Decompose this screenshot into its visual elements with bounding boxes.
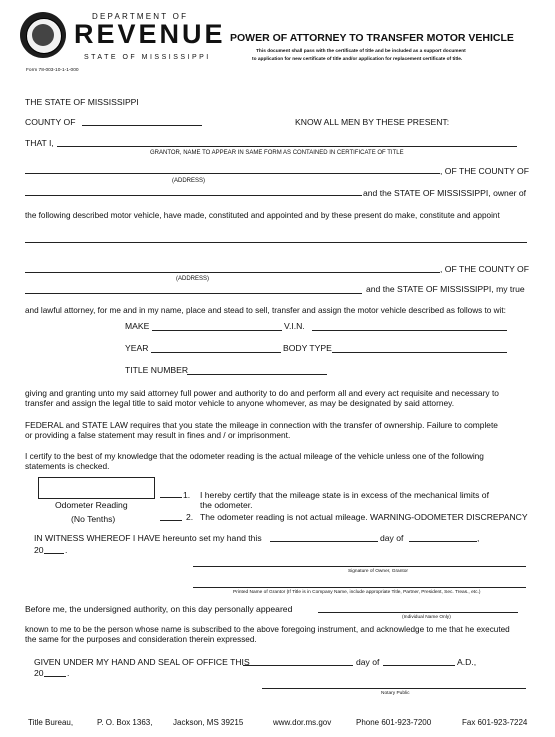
witness-period: . xyxy=(65,545,68,555)
given-month-field[interactable] xyxy=(383,665,455,666)
option2-checkbox-line[interactable] xyxy=(160,520,182,521)
odometer-reading-box[interactable] xyxy=(38,477,155,499)
footer-fax: Fax 601-923-7224 xyxy=(462,718,528,727)
footer-bureau: Title Bureau, xyxy=(28,718,74,727)
county-field-2[interactable] xyxy=(25,293,362,294)
owner-signature-caption: Signature of Owner, Grantor xyxy=(348,569,408,574)
odometer-label: Odometer Reading xyxy=(55,500,128,510)
know-all-text: KNOW ALL MEN BY THESE PRESENT: xyxy=(295,117,450,127)
attorney-name-field[interactable] xyxy=(25,242,527,243)
witness-text: IN WITNESS WHEREOF I HAVE hereunto set my hand this xyxy=(34,533,262,543)
vin-field[interactable] xyxy=(312,330,507,331)
grantor-caption: GRANTOR, NAME TO APPEAR IN SAME FORM AS CONTAINED IN CERTIFICATE OF TITLE xyxy=(150,150,404,156)
address-field-2[interactable] xyxy=(25,272,440,273)
known-text-2: the same for the purposes and consideration therein expressed. xyxy=(25,635,257,644)
given-text: GIVEN UNDER MY HAND AND SEAL OF OFFICE THIS xyxy=(34,657,250,667)
given-period: . xyxy=(67,668,70,678)
dept-of-text: DEPARTMENT OF xyxy=(92,12,189,21)
make-field[interactable] xyxy=(152,330,282,331)
make-label: MAKE xyxy=(125,321,150,331)
title-number-field[interactable] xyxy=(187,374,327,375)
given-year-field[interactable] xyxy=(44,676,66,677)
certify-text-2: statements is checked. xyxy=(25,461,110,471)
witness-year-field[interactable] xyxy=(44,553,64,554)
of-county-label-2: , OF THE COUNTY OF xyxy=(440,264,529,274)
option2-text: The odometer reading is not actual mileage. WARNING-ODOMETER DISCREPANCY xyxy=(200,512,528,522)
given-day-of: day of xyxy=(356,657,380,667)
county-field[interactable] xyxy=(82,125,202,126)
known-text-1: known to me to be the person whose name is subscribed to the above foregoing instrument, and acknowledge to me that he executed xyxy=(25,625,510,634)
state-of-ms-text: STATE OF MISSISSIPPI xyxy=(84,54,211,61)
lawful-attorney-text: and lawful attorney, for me and in my name, place and stead to sell, transfer and assign the motor vehicle described as follows to wit: xyxy=(25,306,506,315)
address-caption-1: (ADDRESS) xyxy=(172,178,206,184)
state-heading: THE STATE OF MISSISSIPPI xyxy=(25,97,139,107)
federal-text-2: or providing a false statement may result in fines and / or imprisonment. xyxy=(25,430,291,440)
option1-text-1: I hereby certify that the mileage state is in excess of the mechanical limits of xyxy=(200,490,489,500)
county-field-1[interactable] xyxy=(25,195,362,196)
mississippi-seal-logo xyxy=(20,12,66,58)
footer-po-box: P. O. Box 1363, xyxy=(97,718,153,727)
of-county-label-1: , OF THE COUNTY OF xyxy=(440,166,529,176)
revenue-logo-text: REVENUE xyxy=(74,19,226,49)
footer-city: Jackson, MS 39215 xyxy=(173,718,244,727)
printed-name-field[interactable] xyxy=(193,587,526,588)
and-state-true: and the STATE OF MISSISSIPPI, my true xyxy=(366,284,525,294)
footer-phone: Phone 601-923-7200 xyxy=(356,718,432,727)
witness-comma: , xyxy=(477,533,480,543)
individual-name-caption: (Individual Name Only) xyxy=(402,615,451,620)
given-ad: A.D., xyxy=(457,657,477,667)
certify-text-1: I certify to the best of my knowledge that the odometer reading is the actual mileage of the vehicle unless one of the following xyxy=(25,451,484,461)
header-note-1: This document shall pass with the certificate of title and be included as a support document xyxy=(256,49,466,54)
witness-20: 20 xyxy=(34,545,44,555)
option1-text-2: the odometer. xyxy=(200,500,253,510)
giving-text-2: transfer and assign the legal title to said motor vehicle to anyone whomever, as may be designated by said attorney. xyxy=(25,398,455,408)
notary-caption: Notary Public xyxy=(381,691,410,696)
individual-name-field[interactable] xyxy=(318,612,518,613)
that-i-label: THAT I, xyxy=(25,138,54,148)
page-title: POWER OF ATTORNEY TO TRANSFER MOTOR VEHICLE xyxy=(230,32,514,44)
year-label: YEAR xyxy=(125,343,149,353)
address-field-1[interactable] xyxy=(25,173,440,174)
given-20: 20 xyxy=(34,668,44,678)
no-tenths-label: (No Tenths) xyxy=(71,514,116,524)
option1-number: 1. xyxy=(183,490,191,500)
county-label: COUNTY OF xyxy=(25,117,76,127)
option2-number: 2. xyxy=(186,512,194,522)
before-me-text: Before me, the undersigned authority, on this day personally appeared xyxy=(25,604,293,614)
body-type-label: BODY TYPE xyxy=(283,343,332,353)
witness-day-of: day of xyxy=(380,533,404,543)
and-state-owner: and the STATE OF MISSISSIPPI, owner of xyxy=(363,188,527,198)
form-number: Form 78-003-10-1-1-000 xyxy=(26,68,79,73)
title-number-label: TITLE NUMBER xyxy=(125,365,189,375)
option1-checkbox-line[interactable] xyxy=(160,497,182,498)
header-note-2: to application for new certificate of title and/or application for replacement certificate of title. xyxy=(252,57,463,62)
owner-signature-field[interactable] xyxy=(193,566,526,567)
year-field[interactable] xyxy=(151,352,281,353)
federal-text-1: FEDERAL and STATE LAW requires that you state the mileage in connection with the transfer of ownership. Failure to complete xyxy=(25,420,498,430)
vin-label: V.I.N. xyxy=(284,321,305,331)
footer-web[interactable]: www.dor.ms.gov xyxy=(273,718,332,727)
given-day-field[interactable] xyxy=(243,665,353,666)
witness-day-field[interactable] xyxy=(270,541,378,542)
address-caption-2: (ADDRESS) xyxy=(176,276,210,282)
witness-month-field[interactable] xyxy=(409,541,477,542)
described-vehicle-text: the following described motor vehicle, have made, constituted and appointed and by these present do make, constitute and appoint xyxy=(25,211,500,220)
notary-signature-field[interactable] xyxy=(262,688,526,689)
giving-text-1: giving and granting unto my said attorney full power and authority to do and perform all and every act requisite and necessary to xyxy=(25,388,499,398)
grantor-name-field[interactable] xyxy=(57,146,517,147)
printed-name-caption: Printed Name of Grantor (If Title is in Company Name, include appropriate Title, Partner, President, Sec. Treas., etc.) xyxy=(233,590,481,595)
body-type-field[interactable] xyxy=(332,352,507,353)
